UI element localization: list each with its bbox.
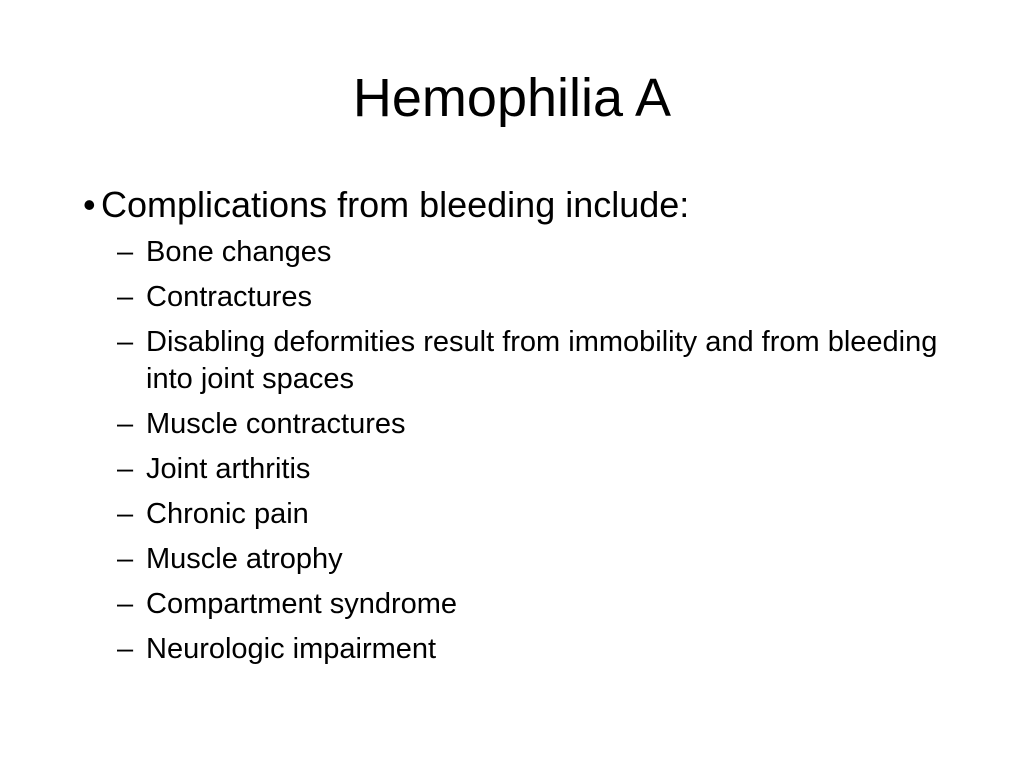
sub-bullet-text: Contractures [146,281,313,313]
sub-bullet-item [0,279,1024,316]
dash-marker: – [117,281,134,313]
sub-bullet-text: Muscle atrophy [146,543,343,575]
sub-bullet-item [0,631,1024,668]
dash-marker: – [117,543,134,575]
sub-bullet-text: Neurologic impairment [146,633,437,665]
dash-marker: – [117,408,134,440]
sub-bullet-text: Disabling deformities result from immobility and from bleeding into joint spaces [146,326,938,395]
dash-marker: – [117,453,134,485]
bullet-marker: • [83,184,96,225]
sub-bullet-item [0,234,1024,271]
dash-marker: – [117,633,134,665]
main-bullet-text: Complications from bleeding include: [101,184,690,225]
sub-bullet-text: Compartment syndrome [146,588,458,620]
sub-bullet-text: Muscle contractures [146,408,406,440]
dash-marker: – [117,588,134,620]
dash-marker: – [117,326,134,358]
sub-bullet-item [0,451,1024,488]
dash-marker: – [117,498,134,530]
dash-marker: – [117,236,134,268]
sub-bullet-text: Bone changes [146,236,332,268]
slide-title: Hemophilia A [352,68,672,128]
sub-bullet-item [0,496,1024,533]
sub-bullet-text: Joint arthritis [146,453,311,485]
sub-bullet-item [0,541,1024,578]
sub-bullet-item [0,586,1024,623]
sub-bullet-list [0,234,1024,676]
sub-bullet-text: Chronic pain [146,498,309,530]
sub-bullet-item [0,406,1024,443]
sub-bullet-item [0,324,1024,398]
